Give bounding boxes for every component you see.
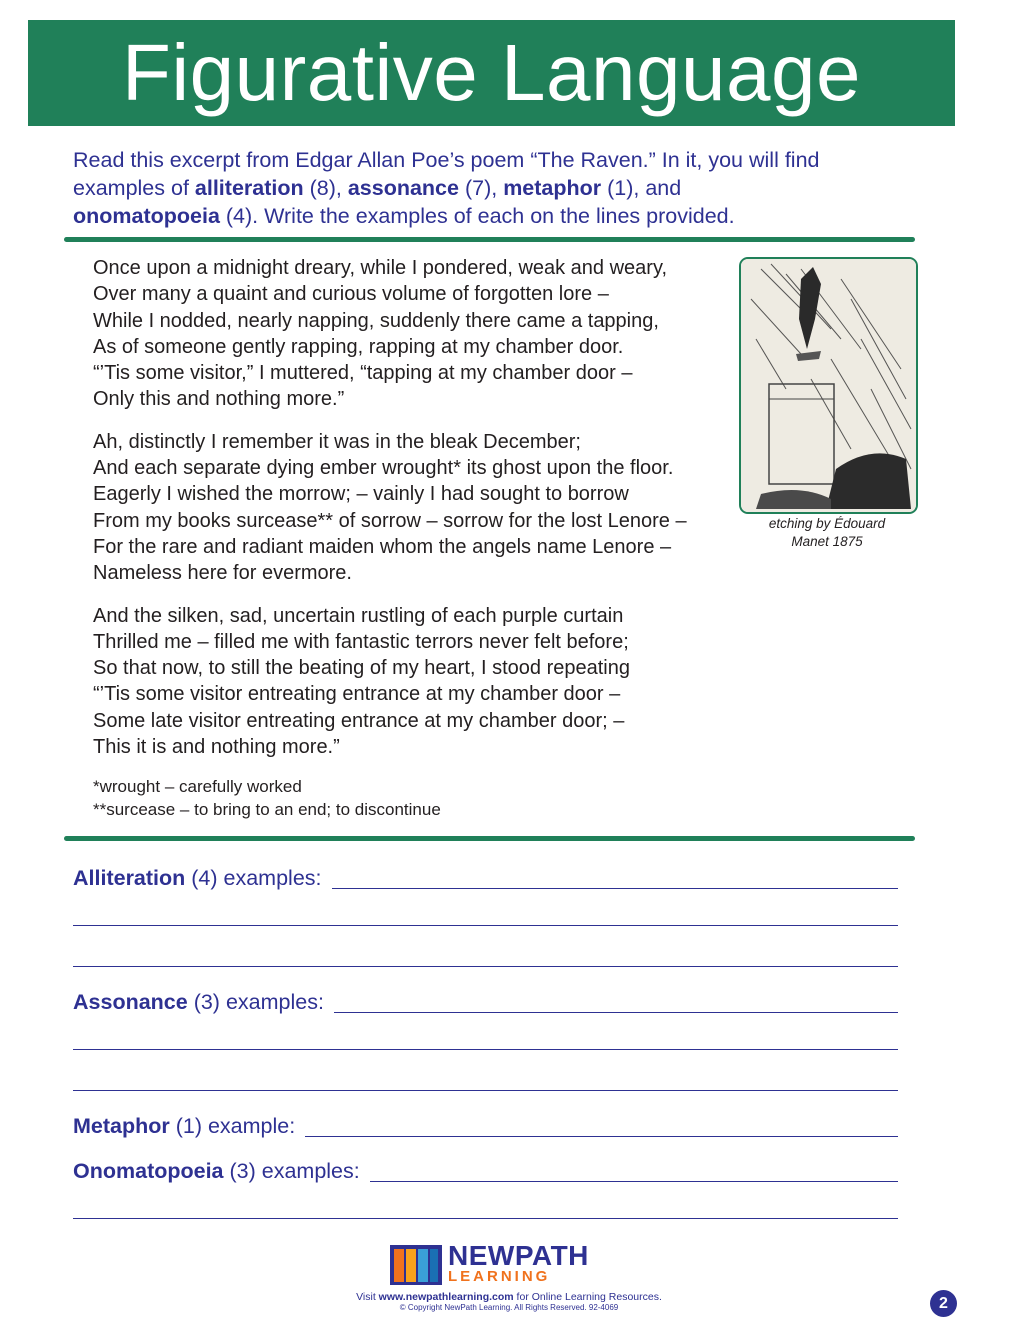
caption-line-2: Manet 1875 (791, 534, 863, 549)
assonance-label (73, 990, 324, 1015)
alliteration-term: Alliteration (73, 866, 186, 890)
poem-line: Only this and nothing more.” (93, 388, 345, 411)
assonance-term: Assonance (73, 990, 188, 1014)
count-assonance: (7), (458, 176, 504, 200)
instructions-text: examples of (73, 176, 195, 200)
title-banner (28, 20, 955, 126)
assonance-answer-line-3[interactable] (73, 1090, 898, 1091)
visit-pre: Visit (356, 1291, 379, 1303)
poem-line: Ah, distinctly I remember it was in the bleak December; (93, 430, 581, 453)
instructions-line-3 (73, 202, 923, 230)
poem-line: Once upon a midnight dreary, while I pondered, weak and weary, (93, 257, 668, 279)
page-number-badge: 2 (930, 1290, 957, 1317)
logo-wordmark-line2: LEARNING (448, 1268, 551, 1285)
term-alliteration: alliteration (194, 176, 304, 200)
onomatopoeia-term: Onomatopoeia (73, 1159, 224, 1183)
poem-line: Some late visitor entreating entrance at my chamber door; – (93, 709, 625, 732)
poem-line: For the rare and radiant maiden whom the angels name Lenore – (93, 535, 672, 558)
instructions (73, 146, 923, 230)
poem-line: From my books surcease** of sorrow – sorrow for the lost Lenore – (93, 509, 687, 532)
poem-line: This it is and nothing more.” (93, 736, 340, 759)
metaphor-count: (1) example: (169, 1114, 296, 1138)
onomatopoeia-label (73, 1159, 360, 1184)
count-metaphor: (1), and (601, 176, 682, 200)
onomatopoeia-question (73, 1158, 898, 1184)
poem-line: So that now, to still the beating of my heart, I stood repeating (93, 657, 630, 680)
poem-excerpt (93, 255, 743, 776)
logo-wordmark-line1: NEWPATH (448, 1240, 589, 1271)
footnotes (93, 775, 441, 821)
alliteration-label (73, 866, 322, 891)
copyright-notice: © Copyright NewPath Learning. All Rights Reserved. 92-4069 (399, 1303, 619, 1312)
poem-line: While I nodded, nearly napping, suddenly there came a tapping, (93, 309, 659, 332)
website-notice (0, 1291, 1018, 1303)
assonance-answer-line-2[interactable] (73, 1049, 898, 1050)
assonance-answer-line-1[interactable] (334, 1011, 898, 1013)
stanza-1 (93, 255, 743, 413)
poem-line: “’Tis some visitor entreating entrance at my chamber door – (93, 683, 621, 706)
image-caption (752, 515, 902, 551)
term-onomatopoeia: onomatopoeia (73, 204, 220, 228)
etching-illustration (741, 259, 916, 512)
instructions-text-end: (4). Write the examples of each on the lines provided. (219, 204, 735, 228)
poem-line: Over many a quaint and curious volume of forgotten lore – (93, 283, 609, 306)
divider-bottom (64, 836, 915, 841)
poem-line: Eagerly I wished the morrow; – vainly I had sought to borrow (93, 483, 629, 506)
onomatopoeia-answer-line-2[interactable] (73, 1218, 898, 1219)
caption-line-1: etching by Édouard (768, 516, 886, 531)
poem-line: “’Tis some visitor,” I muttered, “tapping at my chamber door – (93, 362, 633, 385)
metaphor-term: Metaphor (73, 1114, 170, 1138)
poem-line: And each separate dying ember wrought* its ghost upon the floor. (93, 457, 674, 480)
instructions-line-1: Read this excerpt from Edgar Allan Poe’s poem “The Raven.” In it, you will find (73, 148, 820, 172)
website-link[interactable]: www.newpathlearning.com (378, 1291, 514, 1303)
poem-line: As of someone gently rapping, rapping at my chamber door. (93, 335, 624, 358)
term-assonance: assonance (347, 176, 459, 200)
onomatopoeia-count: (3) examples: (223, 1159, 360, 1183)
raven-etching-image (739, 257, 918, 514)
poem-line: Nameless here for evermore. (93, 562, 352, 585)
stanza-2 (93, 429, 743, 587)
metaphor-answer-line-1[interactable] (305, 1135, 898, 1137)
poem-line: And the silken, sad, uncertain rustling of each purple curtain (93, 604, 624, 627)
metaphor-label (73, 1114, 295, 1139)
assonance-count: (3) examples: (187, 990, 324, 1014)
count-alliteration: (8), (303, 176, 348, 200)
term-metaphor: metaphor (503, 176, 602, 200)
footnote-surcease: **surcease – to bring to an end; to discontinue (93, 800, 441, 819)
alliteration-question (73, 865, 898, 891)
alliteration-count: (4) examples: (185, 866, 322, 890)
stanza-3 (93, 603, 743, 761)
onomatopoeia-answer-line-1[interactable] (370, 1180, 898, 1182)
footnote-wrought: *wrought – carefully worked (93, 777, 302, 796)
alliteration-answer-line-3[interactable] (73, 966, 898, 967)
divider-top (64, 237, 915, 242)
alliteration-answer-line-1[interactable] (332, 887, 898, 889)
assonance-question (73, 989, 898, 1015)
alliteration-answer-line-2[interactable] (73, 925, 898, 926)
poem-line: Thrilled me – filled me with fantastic terrors never felt before; (93, 630, 629, 653)
visit-post: for Online Learning Resources. (513, 1291, 662, 1303)
page-title: Figurative Language (122, 28, 861, 117)
instructions-line-2 (73, 174, 923, 202)
metaphor-question (73, 1113, 898, 1139)
